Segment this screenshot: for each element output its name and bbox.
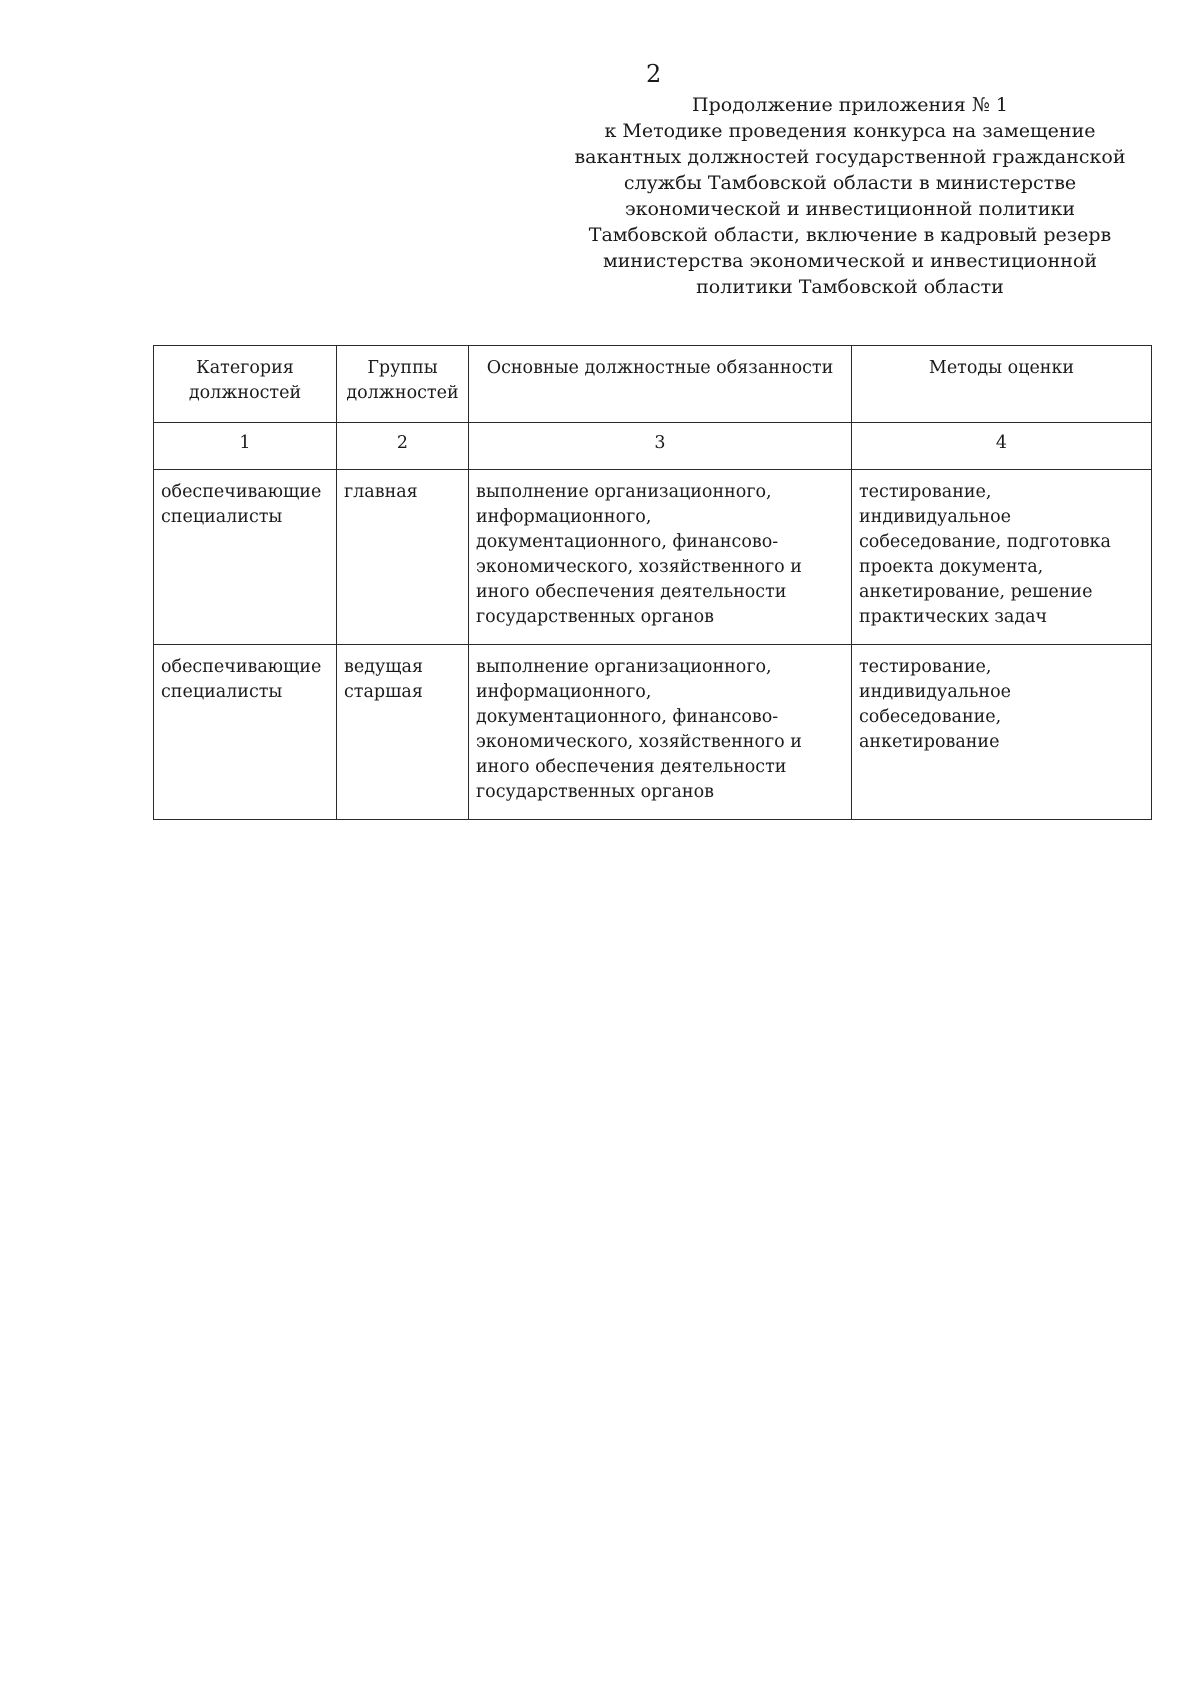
evaluation-methods-table xyxy=(153,345,1152,820)
header-line: к Методике проведения конкурса на замещение xyxy=(604,120,1096,142)
header-line: политики Тамбовской области xyxy=(696,276,1004,298)
cell-line: документационного, финансово- xyxy=(476,707,779,727)
cell-line: индивидуальное xyxy=(859,682,1011,702)
cell-line: проекта документа, xyxy=(859,557,1044,577)
cell-line: документационного, финансово- xyxy=(476,532,779,552)
cell-line: выполнение организационного, xyxy=(476,482,772,502)
column-header-methods xyxy=(852,346,1152,423)
header-line: Продолжение приложения № 1 xyxy=(692,94,1008,116)
cell-duties xyxy=(469,645,852,820)
cell-line: выполнение организационного, xyxy=(476,657,772,677)
column-number: 4 xyxy=(852,423,1152,470)
header-line: службы Тамбовской области в министерстве xyxy=(623,172,1077,194)
cell-methods xyxy=(852,645,1152,820)
table-header-row xyxy=(154,346,1152,423)
cell-group xyxy=(337,645,469,820)
column-header-group xyxy=(337,346,469,423)
header-line: вакантных должностей государственной гражданской xyxy=(574,146,1126,168)
cell-line: практических задач xyxy=(859,607,1048,627)
cell-line: главная xyxy=(344,482,418,502)
cell-line: Основные должностные обязанности xyxy=(486,358,834,378)
header-line: Тамбовской области, включение в кадровый резерв xyxy=(588,224,1112,246)
cell-line: ведущая xyxy=(344,657,424,677)
cell-duties xyxy=(469,470,852,645)
cell-line: экономического, хозяйственного и xyxy=(476,732,802,752)
cell-line: анкетирование, решение xyxy=(859,582,1093,602)
cell-line: государственных органов xyxy=(476,782,714,802)
cell-category xyxy=(154,645,337,820)
page-number: 2 xyxy=(646,60,662,88)
cell-methods xyxy=(852,470,1152,645)
cell-line: специалисты xyxy=(161,682,283,702)
cell-line: старшая xyxy=(344,682,423,702)
header-line: экономической и инвестиционной политики xyxy=(624,198,1076,220)
cell-line: тестирование, xyxy=(859,657,992,677)
column-header-category xyxy=(154,346,337,423)
cell-line: экономического, хозяйственного и xyxy=(476,557,802,577)
column-number: 2 xyxy=(337,423,469,470)
cell-line: Категория xyxy=(196,358,294,378)
cell-line: собеседование, xyxy=(859,707,1002,727)
cell-line: Методы оценки xyxy=(928,358,1075,378)
cell-line: собеседование, подготовка xyxy=(859,532,1111,552)
cell-line: иного обеспечения деятельности xyxy=(476,582,787,602)
column-header-duties xyxy=(469,346,852,423)
column-number-row xyxy=(154,423,1152,470)
cell-group xyxy=(337,470,469,645)
column-number: 3 xyxy=(469,423,852,470)
table-row xyxy=(154,645,1152,820)
header-line: министерства экономической и инвестиционной xyxy=(602,250,1098,272)
column-number: 1 xyxy=(154,423,337,470)
cell-line: обеспечивающие xyxy=(161,657,322,677)
cell-line: иного обеспечения деятельности xyxy=(476,757,787,777)
table-row xyxy=(154,470,1152,645)
cell-line: обеспечивающие xyxy=(161,482,322,502)
cell-category xyxy=(154,470,337,645)
cell-line: информационного, xyxy=(476,682,652,702)
cell-line: анкетирование xyxy=(859,732,1000,752)
cell-line: государственных органов xyxy=(476,607,714,627)
cell-line: индивидуальное xyxy=(859,507,1011,527)
cell-line: должностей xyxy=(346,383,459,403)
cell-line: тестирование, xyxy=(859,482,992,502)
appendix-header xyxy=(560,92,1140,300)
cell-line: информационного, xyxy=(476,507,652,527)
cell-line: Группы xyxy=(367,358,438,378)
cell-line: должностей xyxy=(188,383,302,403)
cell-line: специалисты xyxy=(161,507,283,527)
